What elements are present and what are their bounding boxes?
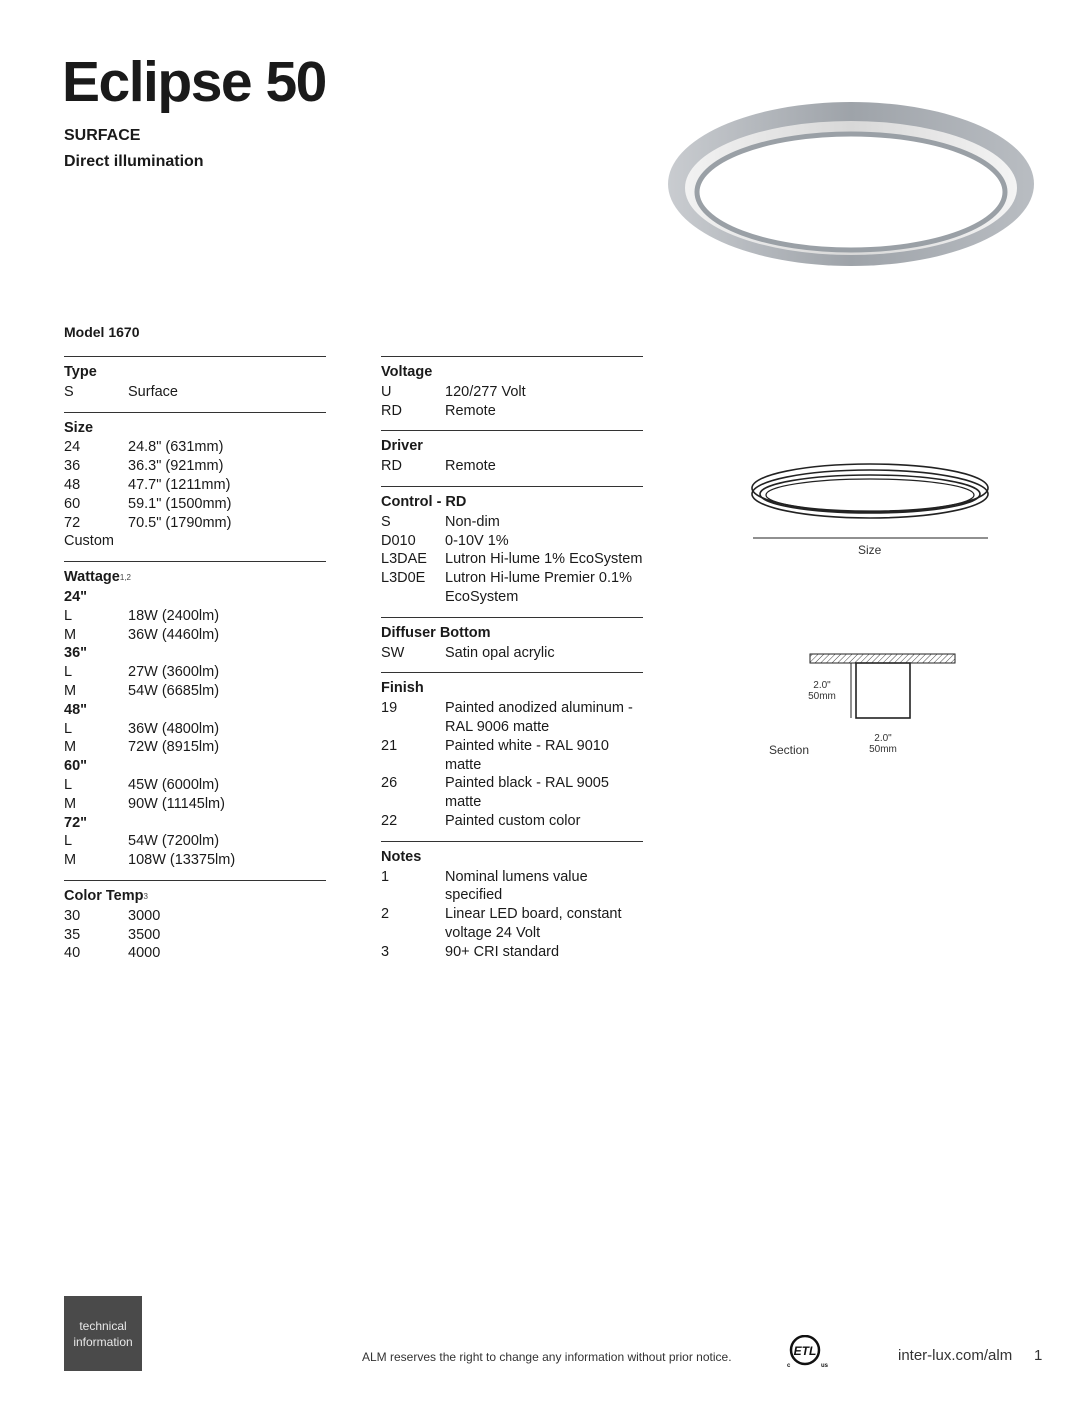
section-caption: Section [769, 743, 810, 757]
spec-value: Painted black - RAL 9005 matte [445, 775, 609, 811]
spec-value: Lutron Hi-lume 1% EcoSystem [445, 551, 643, 568]
product-image [655, 88, 1050, 278]
spec-value: 36W (4800lm) [128, 720, 220, 737]
spec-code: 40 [64, 945, 81, 962]
section-title: Voltage [381, 364, 433, 380]
ceiling-hatch [810, 654, 955, 663]
spec-row [381, 699, 643, 737]
spec-section-wattage [64, 561, 326, 870]
wattage-group-label: 72" [64, 814, 88, 831]
spec-value: Lutron Hi-lume Premier 0.1% EcoSystem [445, 570, 632, 605]
spec-row [381, 402, 643, 421]
spec-section-size [64, 412, 326, 552]
spec-section-color-temp [64, 880, 326, 963]
spec-row [64, 682, 326, 701]
spec-value [128, 532, 326, 551]
spec-row [64, 776, 326, 795]
spec-value: 0-10V 1% [445, 532, 509, 549]
spec-code: 72 [64, 514, 81, 531]
spec-code: D010 [381, 532, 416, 549]
spec-row [381, 905, 643, 943]
ring-inner-edge [697, 134, 1005, 250]
etl-certification-icon [785, 1335, 835, 1369]
spec-code: 48 [64, 476, 81, 493]
etl-mark-us: us [821, 1363, 829, 1369]
spec-section-diffuser [381, 617, 643, 663]
section-title: Control - RD [381, 493, 467, 510]
spec-code: L [64, 664, 73, 681]
spec-code: S [381, 513, 391, 530]
illumination-type: Direct illumination [64, 153, 204, 170]
spec-code: 36 [64, 458, 81, 475]
spec-value: 3000 [128, 907, 161, 924]
spec-code: 60 [64, 495, 81, 512]
technical-info-box [64, 1296, 142, 1371]
spec-value: Painted anodized aluminum - RAL 9006 matte [445, 700, 633, 735]
spec-value: Non-dim [445, 513, 500, 530]
section-title: Notes [381, 848, 422, 865]
spec-code: L3D0E [381, 570, 426, 587]
spec-code: L [64, 776, 73, 793]
spec-code: S [64, 383, 74, 400]
spec-code: L [64, 607, 73, 624]
spec-value: 27W (3600lm) [128, 664, 220, 681]
spec-value: 24.8" (631mm) [128, 439, 224, 456]
spec-row [381, 569, 643, 607]
spec-row [381, 513, 643, 532]
spec-value: Painted custom color [445, 812, 581, 829]
website-link[interactable]: inter-lux.com/alm [898, 1347, 1013, 1364]
spec-value: 59.1" (1500mm) [128, 495, 232, 512]
spec-row [64, 851, 326, 870]
spec-value: 54W (7200lm) [128, 833, 220, 850]
spec-value: 3500 [128, 926, 161, 943]
spec-value: 36W (4460lm) [128, 626, 220, 643]
spec-code: 30 [64, 907, 81, 924]
spec-row [64, 832, 326, 851]
spec-code: 19 [381, 700, 398, 717]
spec-row [64, 495, 326, 514]
spec-code: 22 [381, 812, 398, 829]
spec-row [381, 812, 643, 831]
spec-code: 2 [381, 906, 390, 923]
spec-code: 24 [64, 439, 81, 456]
spec-code: M [64, 739, 77, 756]
spec-row [64, 476, 326, 495]
spec-row [381, 550, 643, 569]
spec-code: Custom [64, 533, 114, 550]
mounting-type: SURFACE [64, 127, 141, 144]
profile-box [856, 663, 910, 718]
spec-code: 3 [381, 943, 390, 960]
page-number: 1 [1034, 1347, 1043, 1364]
spec-code: RD [381, 402, 402, 419]
spec-row [381, 383, 643, 402]
spec-value: Linear LED board, constant voltage 24 Volt [445, 906, 622, 941]
product-title: Eclipse 50 [62, 50, 326, 114]
footnote-ref: 3 [143, 891, 148, 901]
spec-value: 108W (13375lm) [128, 852, 236, 869]
spec-value: Painted white - RAL 9010 matte [445, 737, 609, 773]
spec-value: Nominal lumens value specified [445, 868, 588, 904]
spec-value: 70.5" (1790mm) [128, 514, 232, 531]
spec-value: 36.3" (921mm) [128, 458, 224, 475]
size-diagram [748, 460, 993, 542]
spec-section-voltage [381, 356, 643, 420]
spec-row [64, 438, 326, 457]
spec-row [381, 774, 643, 812]
spec-section-control [381, 486, 643, 607]
spec-code: 26 [381, 775, 398, 792]
height-inches: 2.0" [813, 680, 831, 691]
section-title: Finish [381, 680, 424, 697]
spec-row [64, 532, 326, 551]
etl-mark-c: c [787, 1363, 791, 1369]
spec-row [381, 457, 643, 476]
spec-row [64, 457, 326, 476]
spec-value: Surface [128, 383, 178, 400]
wattage-group-label: 48" [64, 701, 88, 718]
footnote-ref: 1,2 [119, 573, 131, 583]
spec-row [64, 383, 326, 402]
footer-box-line: information [73, 1334, 133, 1349]
spec-column-left [64, 356, 326, 973]
spec-code: RD [381, 458, 402, 475]
spec-code: M [64, 682, 77, 699]
spec-row [381, 532, 643, 551]
spec-code: 21 [381, 737, 398, 754]
spec-code: M [64, 795, 77, 812]
spec-value: 45W (6000lm) [128, 776, 220, 793]
section-title: Diffuser Bottom [381, 624, 491, 641]
spec-value: 90+ CRI standard [445, 943, 560, 960]
wattage-group-label: 60" [64, 758, 88, 775]
spec-code: M [64, 626, 77, 643]
spec-value: 72W (8915lm) [128, 739, 220, 756]
section-title-text: Color Temp [64, 887, 144, 904]
spec-value: Satin opal acrylic [445, 644, 555, 661]
spec-section-finish [381, 672, 643, 830]
spec-code: 1 [381, 868, 390, 885]
size-caption: Size [858, 543, 882, 557]
spec-value: 4000 [128, 945, 161, 962]
etl-mark-text: ETL [793, 1344, 817, 1358]
spec-value: 54W (6685lm) [128, 682, 220, 699]
wattage-group-label: 24" [64, 588, 88, 605]
spec-code: L3DAE [381, 551, 427, 568]
wattage-group-label: 36" [64, 645, 88, 662]
spec-row [64, 720, 326, 739]
spec-code: SW [381, 644, 405, 661]
spec-section-driver [381, 430, 643, 476]
spec-code: U [381, 383, 392, 400]
section-title: Size [64, 419, 94, 436]
spec-row [64, 795, 326, 814]
section-title: Driver [381, 438, 423, 455]
spec-row [64, 944, 326, 963]
spec-row [64, 738, 326, 757]
height-mm: 50mm [808, 691, 836, 702]
spec-code: L [64, 720, 73, 737]
spec-section-type [64, 356, 326, 402]
spec-value: Remote [445, 402, 496, 419]
spec-row [64, 926, 326, 945]
spec-value: 18W (2400lm) [128, 607, 220, 624]
width-mm: 50mm [869, 744, 897, 755]
spec-section-notes [381, 841, 643, 962]
model-number: Model 1670 [64, 324, 140, 340]
section-title [64, 887, 326, 906]
spec-value: 120/277 Volt [445, 383, 526, 400]
spec-row [381, 644, 643, 663]
spec-row [381, 943, 643, 962]
spec-value: Remote [445, 458, 496, 475]
section-title-text: Wattage [64, 569, 120, 586]
spec-column-right [381, 356, 643, 972]
spec-row [381, 737, 643, 775]
section-title: Type [64, 364, 97, 380]
spec-row [64, 514, 326, 533]
footer-box-line: technical [79, 1318, 127, 1333]
spec-value: 90W (11145lm) [128, 795, 225, 812]
spec-code: M [64, 852, 77, 869]
spec-code: 35 [64, 926, 81, 943]
spec-value: 47.7" (1211mm) [128, 476, 231, 493]
spec-row [64, 626, 326, 645]
disclaimer: ALM reserves the right to change any information without prior notice. [362, 1350, 732, 1364]
height-dimension [800, 680, 844, 702]
width-dimension [856, 733, 910, 755]
spec-code: L [64, 833, 73, 850]
spec-row [64, 907, 326, 926]
spec-row [381, 868, 643, 906]
width-inches: 2.0" [874, 733, 892, 744]
section-title [64, 568, 326, 587]
spec-row [64, 607, 326, 626]
spec-row [64, 663, 326, 682]
